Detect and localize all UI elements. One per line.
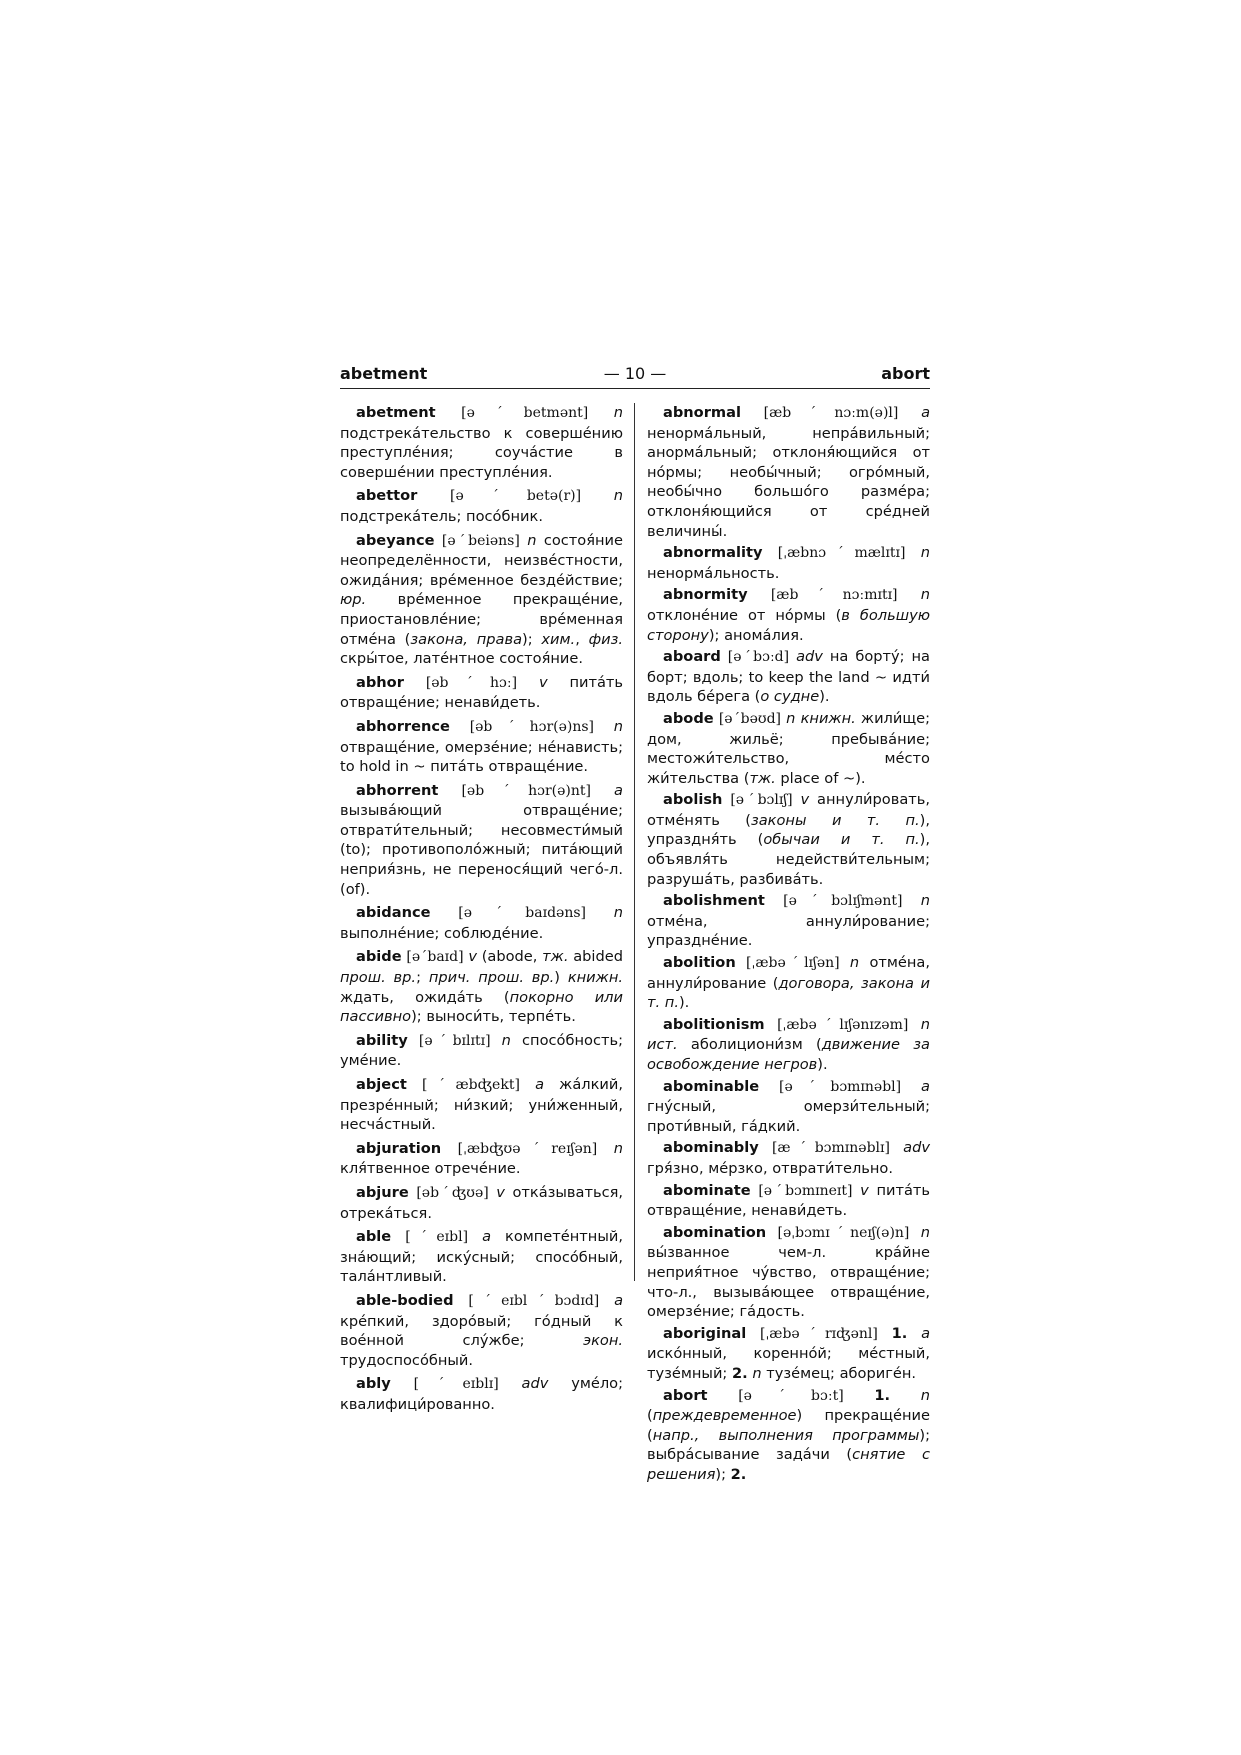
entry-transcription: [əˊbetə(r)] bbox=[450, 488, 582, 505]
entry-headword: abhorrent bbox=[356, 781, 439, 799]
entry-label: законы и т. п. bbox=[750, 811, 920, 829]
entry-text: ненорма́льный, непра́вильный; анорма́льный; отклоня́ющийся от но́рмы; необы́чный; огро́мный, необы́чно большо́го разме́ра; отклоня́ющийся от сре́дней величины́. bbox=[647, 424, 930, 540]
entry-text: жа́лкий, презре́нный; ни́зкий; уни́женный, несча́стный. bbox=[340, 1076, 624, 1134]
right-column bbox=[647, 403, 930, 1486]
entry-text: ); выноси́ть, терпе́ть. bbox=[411, 1008, 576, 1026]
dictionary-entry bbox=[340, 1031, 623, 1071]
entry-transcription: [ˊæbʤekt] bbox=[421, 1077, 520, 1093]
entry-transcription: [əˊbɔːd] bbox=[727, 649, 790, 666]
dictionary-entry bbox=[647, 403, 930, 541]
dictionary-entry bbox=[340, 531, 623, 669]
dictionary-entry bbox=[340, 717, 623, 777]
dictionary-entry bbox=[647, 1181, 930, 1221]
entry-transcription: [əˊbɔmɪneɪt] bbox=[758, 1182, 853, 1199]
entry-headword: ability bbox=[356, 1031, 408, 1049]
entry-transcription: [əˊbɪlɪtɪ] bbox=[418, 1032, 491, 1049]
entry-headword: abject bbox=[356, 1076, 407, 1093]
entry-headword: abhor bbox=[356, 673, 404, 691]
dictionary-entry bbox=[647, 891, 930, 951]
entry-text: ); анома́лия. bbox=[708, 626, 804, 644]
entry-label: a bbox=[614, 781, 623, 799]
entry-text: трудоспосо́бный. bbox=[340, 1351, 474, 1369]
page-number: — 10 — bbox=[603, 364, 667, 383]
entry-transcription: [ˌæbʤʊəˊreɪʃən] bbox=[457, 1140, 598, 1157]
entry-text: ); bbox=[522, 630, 542, 648]
dictionary-entry bbox=[647, 1077, 930, 1137]
dictionary-entry bbox=[647, 647, 930, 707]
entry-text: подстрека́тель; посо́бник. bbox=[340, 507, 543, 525]
dictionary-entry bbox=[647, 1138, 930, 1178]
entry-text: выполне́ние; соблюде́ние. bbox=[340, 924, 544, 942]
entry-text: abided bbox=[568, 948, 623, 966]
entry-text: ждать, ожида́ть ( bbox=[340, 988, 510, 1006]
entry-label: тж. bbox=[749, 769, 776, 787]
dictionary-entry bbox=[340, 1183, 623, 1223]
entry-headword: abeyance bbox=[356, 531, 435, 549]
entry-text bbox=[907, 1325, 921, 1342]
sense-number: 1. bbox=[891, 1324, 908, 1342]
entry-headword: abomination bbox=[663, 1223, 767, 1241]
entry-headword: abettor bbox=[356, 487, 418, 505]
entry-label: тж. bbox=[542, 948, 569, 966]
dictionary-entry bbox=[340, 403, 623, 482]
entry-text: (abode, bbox=[476, 948, 543, 966]
entry-transcription: [ˌæbnɔˊmælɪtɪ] bbox=[777, 545, 906, 562]
dictionary-entry bbox=[340, 486, 623, 526]
dictionary-entry bbox=[340, 903, 623, 943]
entry-headword: abnormity bbox=[663, 586, 748, 604]
entry-label: n bbox=[613, 717, 623, 735]
entry-transcription: [əˊbaɪd] bbox=[406, 949, 464, 966]
entry-headword: abnormality bbox=[663, 544, 763, 562]
entry-transcription: [ˊeɪblˊbɔdɪd] bbox=[468, 1292, 600, 1309]
entry-transcription: [æbˊnɔːm(ə)l] bbox=[763, 405, 899, 421]
entry-label: a bbox=[614, 1291, 624, 1309]
entry-headword: aboard bbox=[663, 648, 721, 666]
entry-label: a bbox=[921, 404, 931, 421]
entry-text: гря́зно, ме́рзко, отврати́тельно. bbox=[647, 1159, 893, 1177]
entry-label: v bbox=[800, 791, 810, 809]
entry-label: книжн. bbox=[567, 969, 623, 987]
dictionary-entry bbox=[647, 953, 930, 1013]
entry-text: отвраще́ние, омерзе́ние; не́нависть; to hold in ~ пита́ть отвраще́ние. bbox=[340, 738, 623, 776]
entry-label: хим. bbox=[541, 630, 576, 648]
entry-text: состоя́ние неопределённости, неизве́стности, ожида́ния; вре́менное безде́йствие; bbox=[340, 531, 624, 589]
entry-headword: abnormal bbox=[663, 404, 741, 421]
entry-label: n bbox=[920, 892, 930, 910]
entry-label: юр. bbox=[340, 591, 367, 609]
dictionary-entry bbox=[340, 781, 623, 900]
entry-text: ) прекраще́ние ( bbox=[647, 1407, 930, 1444]
entry-transcription: [əˊbetmənt] bbox=[461, 405, 589, 421]
entry-text: аннули́ровать, отме́нять ( bbox=[647, 791, 931, 829]
entry-label: v bbox=[468, 948, 477, 966]
entry-text: гну́сный, омерзи́тельный; проти́вный, га́дкий. bbox=[647, 1098, 930, 1135]
entry-text: ) bbox=[554, 969, 568, 987]
dictionary-entry bbox=[647, 543, 930, 583]
entry-transcription: [əˊbɔːt] bbox=[738, 1387, 844, 1404]
dictionary-entry bbox=[340, 947, 623, 1026]
entry-label: n bbox=[920, 1015, 930, 1033]
entry-label: n bbox=[786, 709, 796, 727]
entry-label: снятие с решения bbox=[647, 1446, 930, 1483]
entry-transcription: [ˌæbəˊlɪʃənɪzəm] bbox=[777, 1016, 909, 1033]
columns bbox=[340, 403, 931, 1483]
entry-headword: ably bbox=[356, 1375, 391, 1393]
entry-label: n bbox=[752, 1364, 762, 1382]
entry-label: n bbox=[849, 954, 860, 972]
entry-transcription: [æbˊnɔːmɪtɪ] bbox=[770, 587, 898, 604]
entry-transcription: [əˊbaɪdəns] bbox=[458, 905, 586, 922]
entry-label: движение за освобождение негров bbox=[647, 1036, 930, 1073]
entry-text: компете́нтный, зна́ющий; иску́сный; спосо́бный, тала́нтливый. bbox=[340, 1228, 623, 1286]
entry-text bbox=[890, 1387, 921, 1404]
entry-text: ), упраздня́ть ( bbox=[647, 811, 930, 849]
entry-text: ); bbox=[715, 1465, 731, 1483]
entry-headword: abhorrence bbox=[356, 717, 450, 735]
entry-transcription: [ˊeɪblɪ] bbox=[413, 1376, 499, 1393]
entry-headword: abolish bbox=[663, 791, 723, 809]
entry-label: напр., выполнения программы bbox=[652, 1426, 920, 1444]
entry-text: , bbox=[575, 630, 589, 648]
entry-headword: abode bbox=[663, 709, 714, 727]
entry-label: n bbox=[527, 531, 537, 549]
entry-text: отка́зываться, отрека́ться. bbox=[340, 1183, 624, 1222]
entry-transcription: [æˊbɔmɪnəblɪ] bbox=[771, 1140, 890, 1157]
entry-text: жили́ще; дом, жильё; пребыва́ние; местожи́тельство, ме́сто жи́тельства ( bbox=[647, 709, 931, 787]
entry-label: n bbox=[613, 487, 624, 505]
entry-text: ( bbox=[647, 1407, 653, 1425]
entry-label: прош. вр. bbox=[340, 969, 417, 987]
entry-label: n bbox=[613, 404, 624, 421]
entry-text: ). bbox=[678, 994, 690, 1012]
entry-label: n bbox=[920, 586, 930, 604]
entry-headword: aboriginal bbox=[663, 1324, 747, 1342]
entry-headword: abort bbox=[663, 1386, 708, 1404]
entry-transcription: [əbˊhɔː] bbox=[425, 674, 518, 691]
entry-transcription: [əˊbeiəns] bbox=[441, 532, 520, 549]
entry-label: n bbox=[613, 904, 623, 922]
entry-label: a bbox=[482, 1228, 492, 1246]
entry-transcription: [ˊeɪbl] bbox=[405, 1229, 469, 1246]
entry-text: тузе́мец; абориге́н. bbox=[761, 1364, 917, 1382]
sense-number: 2. bbox=[730, 1465, 747, 1483]
entry-headword: abetment bbox=[356, 404, 436, 421]
entry-text: пита́ть отвраще́ние, ненави́деть. bbox=[647, 1181, 931, 1220]
entry-label: a bbox=[535, 1076, 545, 1093]
entry-transcription: [əˌbɔmɪˊneɪʃ(ə)n] bbox=[777, 1224, 910, 1241]
entry-label: преждевременное bbox=[652, 1407, 797, 1425]
entry-label: n bbox=[501, 1031, 511, 1049]
entry-text: отклоне́ние от но́рмы ( bbox=[647, 606, 842, 624]
entry-transcription: [əˊbɔlɪʃmənt] bbox=[783, 893, 903, 910]
page-header bbox=[340, 362, 930, 389]
entry-text: скры́тое, лате́нтное состоя́ние. bbox=[340, 650, 584, 668]
entry-headword: abjure bbox=[356, 1183, 409, 1201]
entry-label: экон. bbox=[583, 1332, 623, 1350]
entry-label: книжн. bbox=[800, 709, 856, 727]
entry-label: n bbox=[613, 1139, 623, 1157]
entry-text: на борту́; на борт; вдоль; to keep the land ~ идти́ вдоль бе́рега ( bbox=[647, 648, 931, 706]
entry-headword: able-bodied bbox=[356, 1291, 454, 1309]
entry-headword: abolition bbox=[663, 954, 736, 972]
entry-label: о судне bbox=[760, 688, 820, 706]
dictionary-entry bbox=[647, 585, 930, 645]
entry-label: adv bbox=[903, 1139, 931, 1157]
entry-headword: able bbox=[356, 1228, 392, 1246]
entry-text: place of ~). bbox=[775, 769, 866, 787]
entry-label: физ. bbox=[588, 630, 623, 648]
entry-headword: abolitionism bbox=[663, 1015, 765, 1033]
entry-text: иско́нный, коренно́й; ме́стный, тузе́мный; bbox=[647, 1345, 930, 1382]
dictionary-entry bbox=[340, 1374, 623, 1414]
sense-number: 1. bbox=[874, 1386, 891, 1404]
dictionary-entry bbox=[340, 673, 623, 713]
entry-transcription: [əbˊhɔr(ə)nt] bbox=[461, 782, 591, 799]
entry-text: ), объявля́ть недействи́тельным; разруша́ть, разбива́ть. bbox=[647, 831, 930, 888]
entry-transcription: [əˊbəʊd] bbox=[718, 710, 781, 727]
header-first-word: abetment bbox=[340, 364, 428, 383]
dictionary-entry bbox=[340, 1291, 623, 1370]
entry-label: покорно или пассивно bbox=[340, 988, 623, 1026]
entry-text: кля́твенное отрече́ние. bbox=[340, 1160, 521, 1178]
entry-text: вызыва́ющий отвраще́ние; отврати́тельный; несовмести́мый (to); противополо́жный; пита́ющий неприя́знь, не перенося́щий чего́-л. (of). bbox=[340, 802, 623, 898]
entry-label: v bbox=[538, 673, 548, 691]
dictionary-entry bbox=[647, 1015, 930, 1075]
entry-label: v bbox=[860, 1181, 869, 1199]
dictionary-entry bbox=[647, 1386, 930, 1485]
entry-text: кре́пкий, здоро́вый; го́дный к вое́нной слу́жбе; bbox=[340, 1312, 623, 1350]
left-column bbox=[340, 403, 623, 1419]
entry-text: отме́на, аннули́рование ( bbox=[647, 954, 931, 992]
entry-headword: abidance bbox=[356, 904, 431, 922]
entry-transcription: [əˊbɔmɪnəbl] bbox=[779, 1078, 902, 1095]
dictionary-entry bbox=[647, 1223, 930, 1322]
entry-text: ). bbox=[817, 1056, 828, 1073]
entry-transcription: [əˊbɔlɪʃ] bbox=[730, 792, 793, 809]
entry-text: отме́на, аннули́рование; упраздне́ние. bbox=[647, 912, 930, 950]
entry-text: ненорма́льность. bbox=[647, 564, 780, 582]
entry-label: a bbox=[921, 1077, 930, 1095]
entry-text: вы́званное чем-л. кра́йне неприя́тное чу́вство, отвраще́ние; что-л., вызыва́ющее отвраще́ние, омерзе́ние; га́дость. bbox=[647, 1244, 930, 1321]
entry-transcription: [ˌæbəˊlɪʃən] bbox=[746, 955, 840, 972]
dictionary-entry bbox=[647, 1324, 930, 1384]
entry-transcription: [əbˊʤʊə] bbox=[416, 1184, 489, 1201]
entry-label: n bbox=[920, 1386, 931, 1404]
entry-headword: abide bbox=[356, 948, 402, 966]
entry-label: прич. прош. вр. bbox=[428, 969, 555, 987]
entry-headword: abjuration bbox=[356, 1139, 442, 1157]
entry-text: ); выбра́сывание зада́чи ( bbox=[647, 1426, 930, 1464]
entry-label: n bbox=[920, 1223, 930, 1241]
dictionary-page bbox=[340, 362, 931, 1483]
entry-headword: abominable bbox=[663, 1077, 760, 1095]
entry-headword: abolishment bbox=[663, 892, 765, 910]
entry-headword: abominate bbox=[663, 1181, 751, 1199]
dictionary-entry bbox=[647, 709, 930, 788]
dictionary-entry bbox=[340, 1139, 623, 1179]
entry-label: adv bbox=[796, 648, 823, 666]
header-last-word: abort bbox=[881, 364, 930, 383]
entry-text: пита́ть отвраще́ние; ненави́деть. bbox=[340, 673, 624, 712]
entry-transcription: [əbˊhɔr(ə)ns] bbox=[469, 718, 595, 735]
entry-text: вре́менное прекраще́ние, приостановле́ние; вре́менная отме́на ( bbox=[340, 591, 623, 648]
entry-headword: abominably bbox=[663, 1139, 759, 1157]
entry-text: уме́ло; квалифици́рованно. bbox=[340, 1375, 623, 1413]
entry-text: ; bbox=[416, 969, 429, 987]
entry-label: договора, закона и т. п. bbox=[647, 974, 930, 1012]
entry-text: спосо́бность; уме́ние. bbox=[340, 1031, 623, 1070]
entry-transcription: [ˌæbəˊrɪʤənl] bbox=[759, 1325, 878, 1342]
entry-label: ист. bbox=[647, 1036, 678, 1054]
dictionary-entry bbox=[647, 790, 930, 889]
entry-text: подстрека́тельство к соверше́нию преступле́ния; соуча́стие в соверше́нии преступле́ния. bbox=[340, 424, 623, 481]
dictionary-entry bbox=[340, 1227, 623, 1287]
entry-label: adv bbox=[521, 1375, 549, 1393]
entry-label: a bbox=[921, 1324, 931, 1342]
entry-label: v bbox=[496, 1183, 505, 1201]
entry-label: в большую сторону bbox=[647, 606, 930, 644]
entry-text: ). bbox=[819, 688, 830, 706]
sense-number: 2. bbox=[732, 1364, 748, 1382]
entry-label: обычаи и т. п. bbox=[763, 831, 920, 849]
entry-label: закона, права bbox=[410, 630, 523, 648]
entry-text: аболициони́зм ( bbox=[677, 1036, 822, 1054]
column-divider bbox=[634, 403, 635, 1281]
dictionary-entry bbox=[340, 1075, 623, 1135]
entry-label: n bbox=[920, 544, 930, 562]
